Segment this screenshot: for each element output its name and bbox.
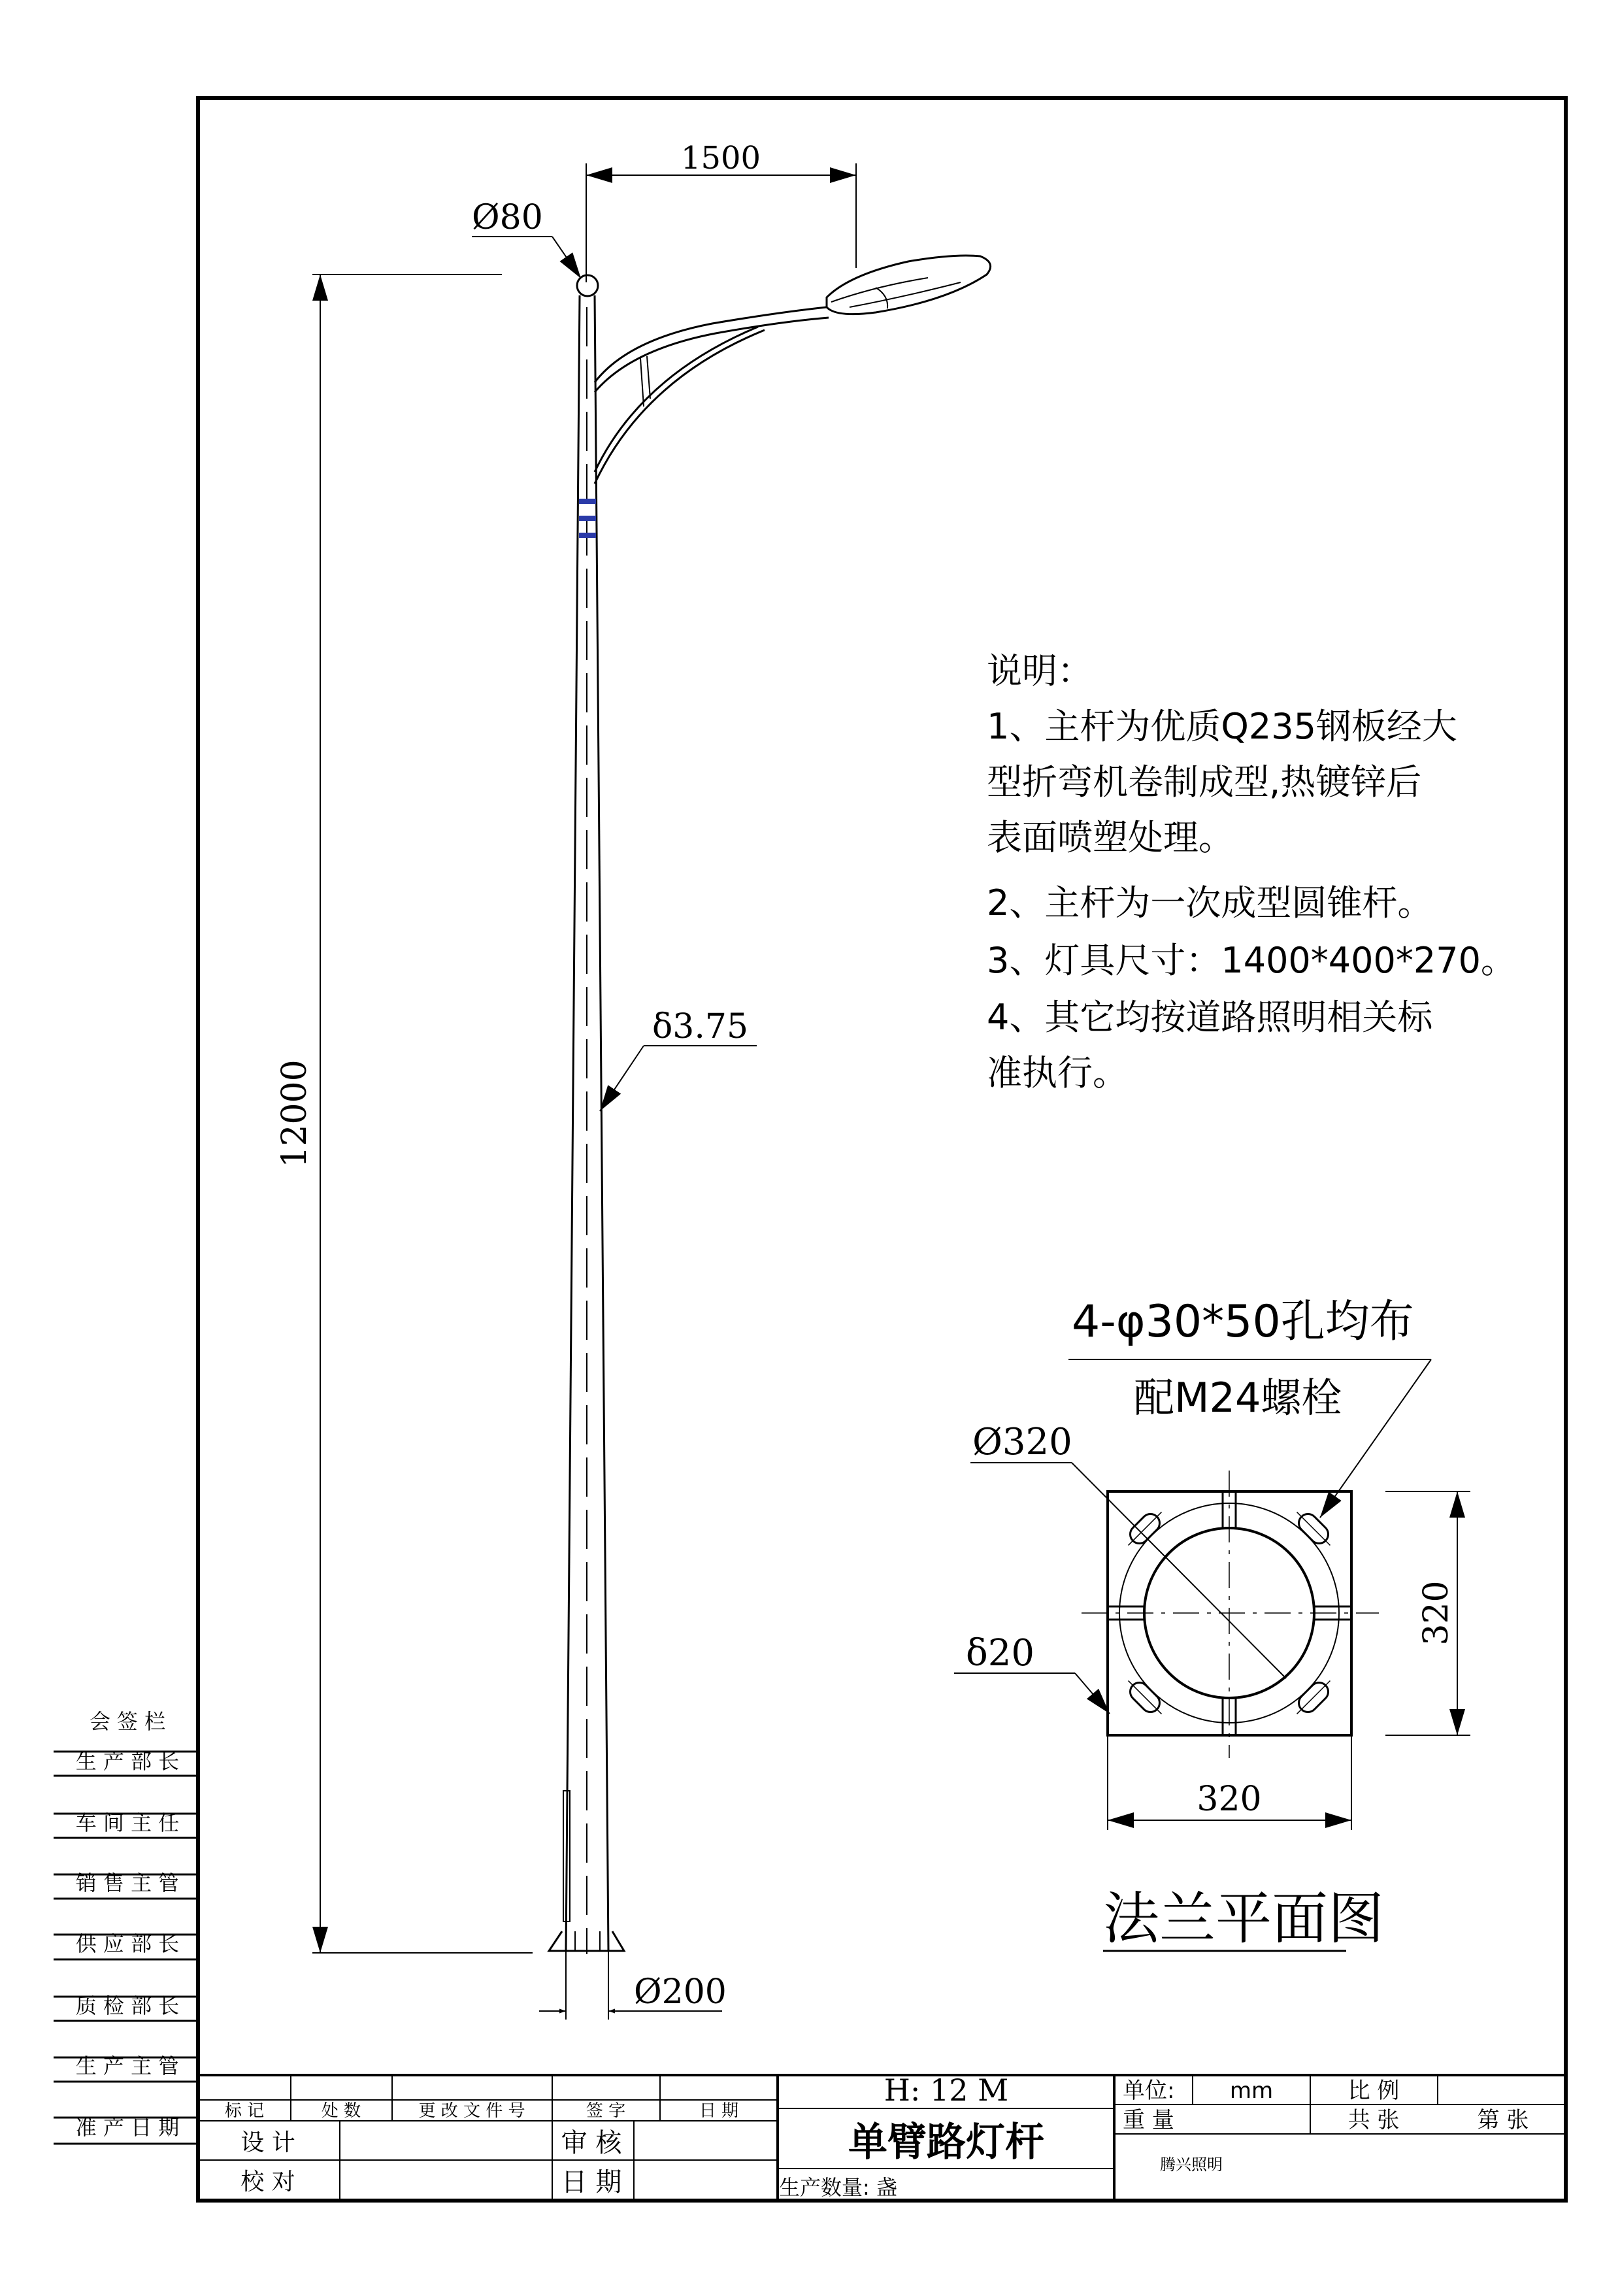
rev-header: 签 字 (586, 2101, 626, 2121)
signoff-row: 车 间 主 任 (75, 1810, 180, 1835)
dim-wall-thickness: δ3.75 (652, 1007, 749, 1046)
note-line: 3、灯具尺寸：1400*400*270。 (987, 940, 1516, 981)
title-block (198, 2072, 1566, 2201)
flange-holes-label: 4-φ30*50孔均布 (1072, 1296, 1414, 1348)
rev-header: 标 记 (224, 2101, 265, 2121)
signoff-row: 供 应 部 长 (75, 1931, 180, 1956)
flange-height-dim: 320 (1417, 1580, 1456, 1646)
notes-heading: 说明： (987, 650, 1093, 691)
note-line: 4、其它均按道路照明相关标 (987, 997, 1433, 1038)
unit-label: 单位: (1123, 2078, 1175, 2104)
notes (987, 650, 1516, 1093)
unit-value: mm (1229, 2078, 1274, 2104)
signoff-row: 准 产 日 期 (75, 2115, 180, 2140)
bolt-hole (1122, 1506, 1168, 1552)
total-sheets: 共 张 (1347, 2107, 1400, 2133)
bolt-hole (1291, 1674, 1337, 1721)
signoff-row: 生 产 部 长 (75, 1749, 180, 1774)
product-name: 单臂路灯杆 (848, 2120, 1044, 2165)
dim-arm-length: 1500 (680, 140, 761, 176)
bolt-hole (1291, 1506, 1337, 1552)
pole-band (579, 516, 596, 521)
check-label: 校 对 (240, 2169, 295, 2195)
review-label: 审 核 (561, 2128, 622, 2158)
signoff-row: 生 产 主 管 (75, 2054, 180, 2078)
signoff-row: 销 售 主 管 (75, 1871, 180, 1895)
pole-band (579, 533, 596, 538)
rev-header: 日 期 (699, 2101, 739, 2121)
rev-header: 处 数 (321, 2101, 361, 2121)
dim-height: 12000 (275, 1059, 314, 1168)
note-line: 1、主杆为优质Q235钢板经大 (987, 706, 1457, 747)
height-spec: H: 12 M (884, 2072, 1009, 2108)
pole-band (579, 499, 596, 504)
scale-label: 比 例 (1347, 2078, 1400, 2104)
signoff-column (54, 1709, 198, 2144)
lamp-arm (595, 307, 827, 382)
flange-bolt-label: 配M24螺栓 (1134, 1374, 1342, 1422)
flange-width-dim: 320 (1197, 1780, 1262, 1819)
date-label: 日 期 (561, 2167, 622, 2197)
dim-base-diameter: Ø200 (634, 1972, 727, 2012)
sheet-border (198, 98, 1566, 2201)
weight-label: 重 量 (1123, 2107, 1174, 2133)
note-line: 型折弯机卷制成型,热镀锌后 (987, 761, 1422, 803)
signoff-title: 会 签 栏 (89, 1709, 166, 1734)
rev-header: 更 改 文 件 号 (418, 2101, 525, 2121)
note-line: 表面喷塑处理。 (987, 817, 1234, 858)
note-line: 2、主杆为一次成型圆锥杆。 (987, 882, 1433, 923)
pole-drawing (275, 140, 991, 2020)
company-name: 腾兴照明 (1160, 2155, 1223, 2174)
production-quantity: 生产数量: 盏 (779, 2175, 897, 2200)
flange-circle-diameter: Ø320 (972, 1421, 1072, 1463)
bolt-hole (1122, 1674, 1168, 1721)
flange-thickness: δ20 (966, 1632, 1034, 1674)
luminaire-head (827, 256, 991, 314)
arm-support (595, 330, 765, 484)
note-line: 准执行。 (987, 1052, 1128, 1093)
dim-top-diameter: Ø80 (472, 198, 543, 237)
signoff-row: 质 检 部 长 (75, 1993, 180, 2018)
sheet-number: 第 张 (1477, 2107, 1529, 2133)
design-label: 设 计 (240, 2129, 295, 2156)
flange-plan (954, 1296, 1470, 1952)
flange-title: 法兰平面图 (1103, 1886, 1384, 1952)
